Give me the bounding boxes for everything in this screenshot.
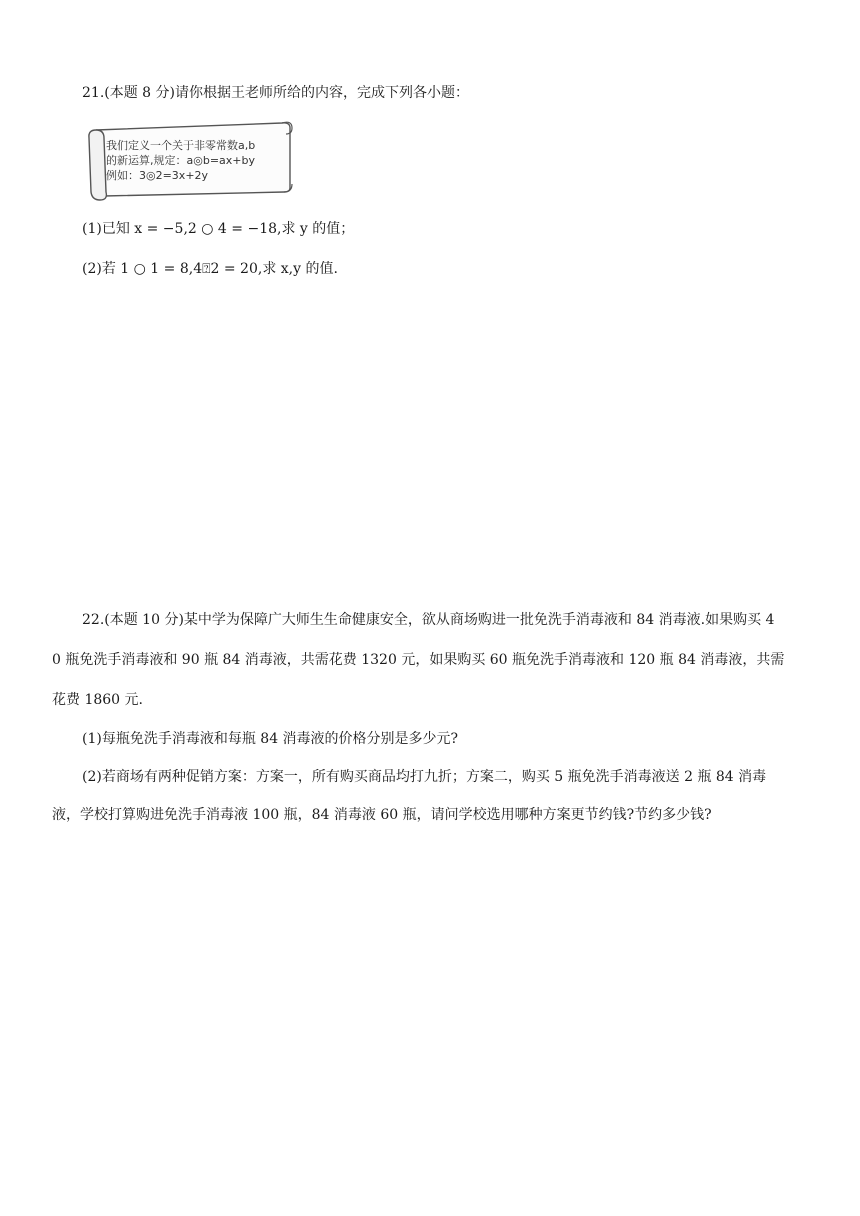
question-22-text-line-1: 22.(本题 10 分)某中学为保障广大师生生命健康安全，欲从商场购进一批免洗手消毒液和 84 消毒液.如果购买 4 — [82, 612, 775, 628]
part-2-formula: 1 ○ 1 = 8,4⍰2 = 20, — [120, 261, 263, 277]
question-22-text-line-3: 花费 1860 元. — [52, 692, 143, 708]
definition-scroll-image — [86, 118, 296, 202]
question-21-part-1 — [82, 219, 354, 239]
part-2-prefix: (2)若 — [82, 261, 121, 277]
question-22-part-1: (1)每瓶免洗手消毒液和每瓶 84 消毒液的价格分别是多少元? — [82, 731, 459, 747]
part-1-prefix: (1)已知 — [82, 221, 135, 237]
scroll-text-line-3: 例如：3◎2=3x+2y — [106, 169, 209, 182]
question-22-part-2-line-1: (2)若商场有两种促销方案：方案一，所有购买商品均打九折；方案二，购买 5 瓶免洗手消毒液送 2 瓶 84 消毒 — [82, 769, 767, 785]
question-21-part-2 — [82, 259, 338, 279]
part-2-suffix: 求 x,y 的值. — [262, 261, 338, 277]
question-21-title: 21.(本题 8 分)请你根据王老师所给的内容，完成下列各小题： — [82, 85, 469, 101]
scroll-text-line-2: 的新运算,规定：a◎b=ax+by — [106, 154, 255, 167]
scroll-text-line-1: 我们定义一个关于非零常数a,b — [106, 139, 256, 152]
question-22-text-line-2: 0 瓶免洗手消毒液和 90 瓶 84 消毒液，共需花费 1320 元，如果购买 60 瓶免洗手消毒液和 120 瓶 84 消毒液，共需 — [52, 652, 785, 668]
part-1-formula: x = −5,2 ○ 4 = −18, — [134, 221, 282, 237]
part-1-suffix: 求 y 的值； — [281, 221, 355, 237]
question-22-part-2-line-2: 液，学校打算购进免洗手消毒液 100 瓶，84 消毒液 60 瓶，请问学校选用哪种方案更节约钱?节约多少钱? — [52, 807, 712, 823]
